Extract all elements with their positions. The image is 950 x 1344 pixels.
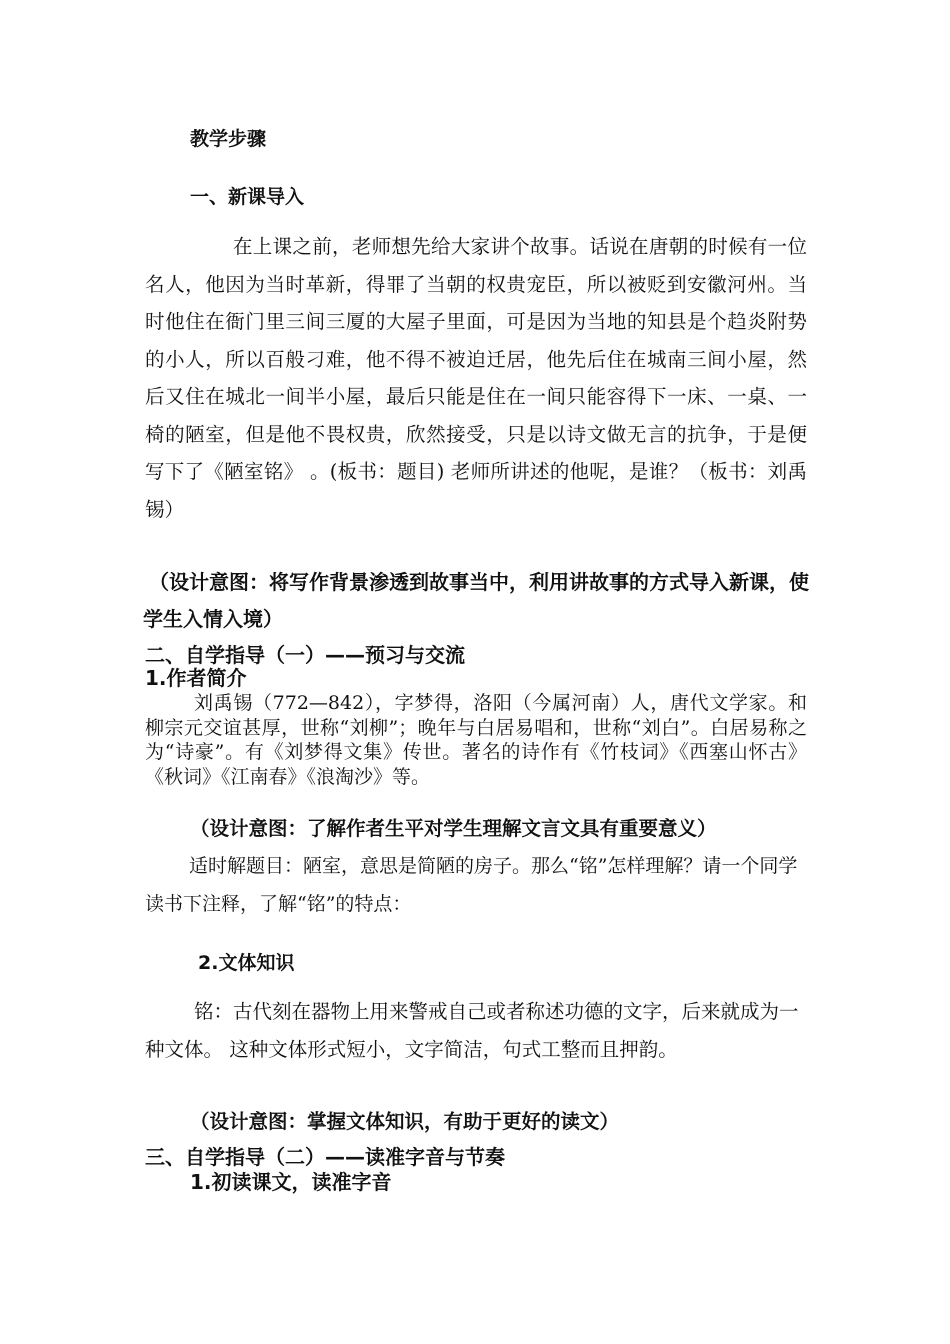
first-read-heading: 1.初读课文，读准字音	[190, 1170, 392, 1194]
design-intent-3: （设计意图：掌握文体知识，有助于更好的读文）	[190, 1110, 620, 1133]
story-paragraph: 在上课之前，老师想先给大家讲个故事。话说在唐朝的时候有一位名人，他因为当时革新，得罪了当朝的权贵宠臣，所以被贬到安徽河州。当时他住在衙门里三间三厦的大屋子里面，可是因为当地的知县是个趋炎附势的小人，所以百般刁难，他不得不被迫迁居，他先后住在城南三间小屋，然后又住在城北一间半小屋，最后只能是住在一间只能容得下一床、一桌、一椅的陋室，但是他不畏权贵，欣然接受，只是以诗文做无言的抗争，于是便写下了《陋室铭》 。(板书：题目) 老师所讲述的他呢，是谁？（板书：刘禹锡）	[145, 235, 807, 521]
section-3-heading: 三、自学指导（二）——读准字音与节奏	[145, 1145, 505, 1169]
section-2-heading: 二、自学指导（一）——预习与交流	[145, 643, 465, 667]
section-1-heading: 一、新课导入	[190, 186, 305, 208]
design-intent-1: （设计意图：将写作背景渗透到故事当中，利用讲故事的方式导入新课，使学生入情入境）	[143, 570, 809, 631]
title-explain-paragraph: 适时解题目：陋室，意思是简陋的房子。那么“铭”怎样理解？请一个同学读书下注释，了解“铭”的特点：	[145, 855, 798, 915]
doc-title: 教学步骤	[190, 128, 267, 150]
genre-paragraph: 铭：古代刻在器物上用来警戒自己或者称述功德的文字，后来就成为一种文体。 这种文体形式短小，文字简洁，句式工整而且押韵。	[145, 1000, 799, 1061]
author-bio-paragraph: 刘禹锡（772—842），字梦得，洛阳（今属河南）人，唐代文学家。和柳宗元交谊甚厚，世称“刘柳”；晚年与白居易唱和，世称“刘白”。白居易称之为“诗豪”。有《刘梦得文集》传世。著名的诗作有《竹枝词》《西塞山怀古》《秋词》《江南春》《浪淘沙》等。	[145, 692, 807, 788]
design-intent-2: （设计意图：了解作者生平对学生理解文言文具有重要意义）	[190, 817, 717, 840]
author-intro-heading: 1.作者简介	[145, 666, 247, 690]
genre-knowledge-heading: 2.文体知识	[198, 952, 295, 974]
